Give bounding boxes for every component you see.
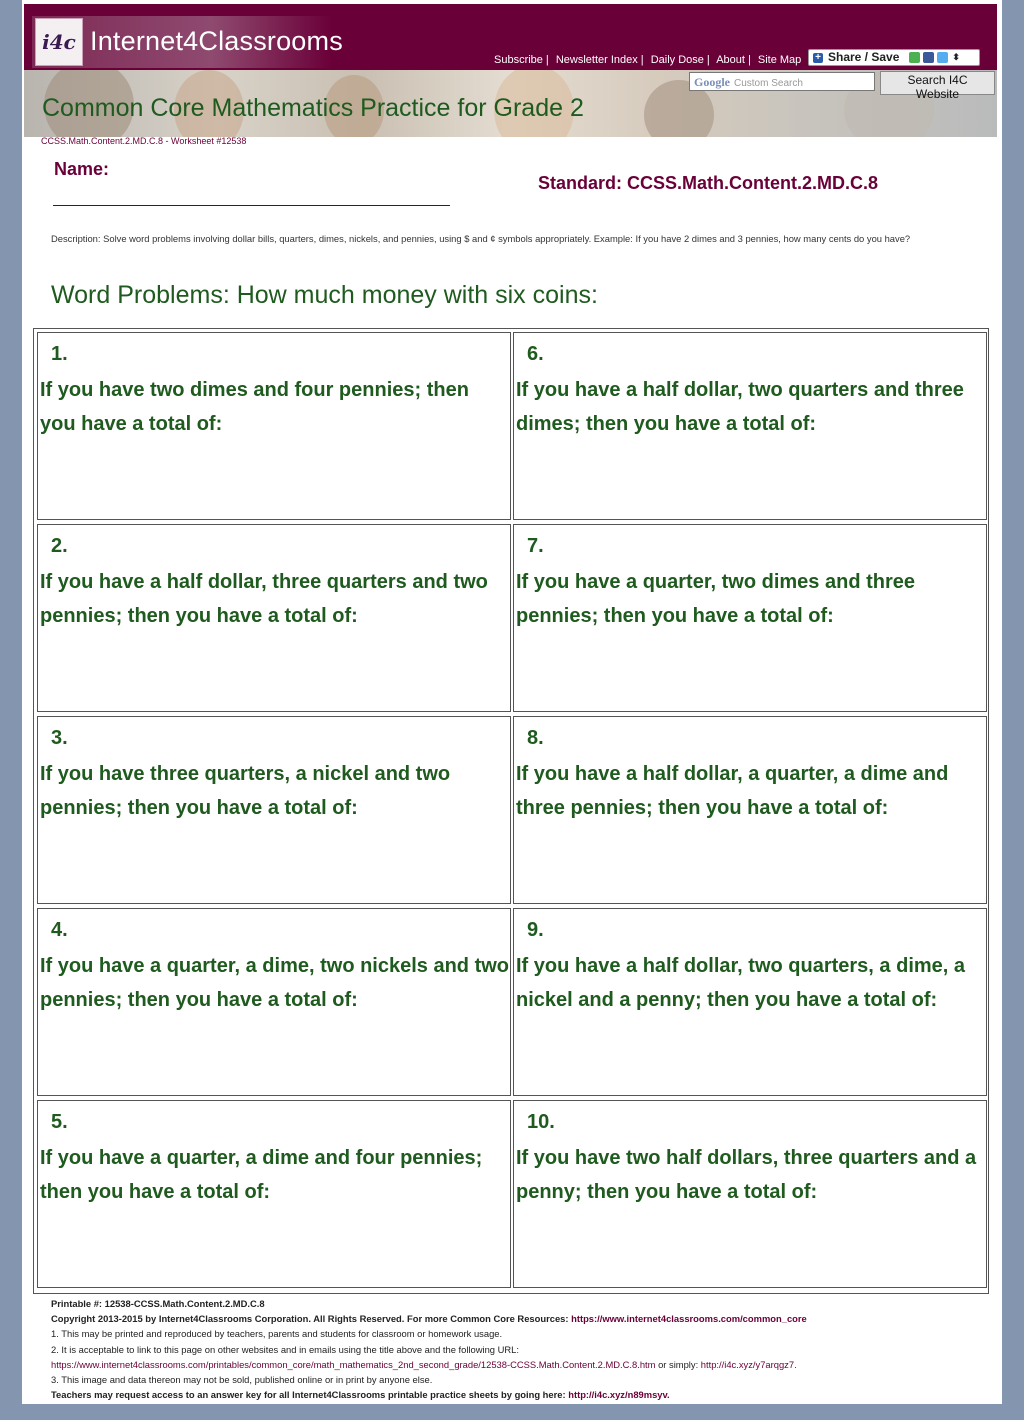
email-share-icon: [909, 52, 920, 63]
problem-text: If you have a quarter, two dimes and three pennies; then you have a total of:: [516, 571, 915, 627]
problem-cell: [513, 908, 987, 1096]
share-dropdown-icon: ⬍: [952, 52, 960, 62]
name-label: Name:: [54, 159, 110, 179]
problem-number: 9.: [527, 919, 544, 941]
share-label: Share / Save: [828, 50, 900, 64]
facebook-share-icon: [923, 52, 934, 63]
problems-grid: [33, 328, 989, 1294]
problem-cell: [37, 1100, 511, 1288]
standard-label: Standard: CCSS.Math.Content.2.MD.C.8: [538, 173, 879, 193]
note-1: 1. This may be printed and reproduced by teachers, parents and students for classroom or homework usage.: [51, 1328, 503, 1340]
note-2: 2. It is acceptable to link to this page on other websites and in emails using the title above and the following URL:: [51, 1343, 519, 1355]
problem-text: If you have a half dollar, two quarters and three dimes; then you have a total of:: [516, 379, 964, 435]
problem-cell: [37, 524, 511, 712]
problem-cell: [513, 524, 987, 712]
problem-number: 4.: [51, 919, 68, 941]
page-title: Common Core Mathematics Practice for Grade 2: [42, 94, 584, 122]
note-2-urls: https://www.internet4classrooms.com/printables/common_core/math_mathematics_2nd_second_grade/12538-CCSS.Math.Content.2.MD.C.8.htm or simply: http://i4c.xyz/y7arqgz7.: [51, 1358, 797, 1370]
answer-key-note: Teachers may request access to an answer key for all Internet4Classrooms printable practice sheets by going here: http://i4c.xyz/n89msyv.: [51, 1389, 670, 1401]
problem-text: If you have a quarter, a dime, two nickels and two pennies; then you have a total of:: [40, 955, 510, 1011]
problem-number: 7.: [527, 535, 544, 557]
logo-text: Internet4Classrooms: [90, 26, 343, 56]
printable-number: Printable #: 12538-CCSS.Math.Content.2.MD.C.8: [51, 1298, 265, 1309]
share-plus-icon: +: [813, 53, 823, 63]
worksheet-url-link[interactable]: https://www.internet4classrooms.com/printables/common_core/math_mathematics_2nd_second_grade/12538-CCSS.Math.Content.2.MD.C.8.htm: [51, 1358, 656, 1370]
problem-cell: [513, 716, 987, 904]
problem-number: 2.: [51, 535, 68, 557]
problem-text: If you have three quarters, a nickel and two pennies; then you have a total of:: [40, 763, 451, 819]
nav-site-map[interactable]: Site Map: [757, 54, 802, 66]
problem-number: 5.: [51, 1111, 68, 1133]
logo-badge-icon: i4c: [35, 18, 83, 66]
site-logo[interactable]: [32, 16, 343, 68]
problem-cell: [37, 332, 511, 520]
footer: [51, 1296, 991, 1402]
nav-newsletter-index[interactable]: Newsletter Index: [555, 54, 638, 66]
short-url-link[interactable]: http://i4c.xyz/y7arqgz7.: [700, 1358, 797, 1370]
answer-key-link[interactable]: http://i4c.xyz/n89msyv.: [568, 1389, 670, 1401]
problem-cell: [513, 1100, 987, 1288]
nav-subscribe[interactable]: Subscribe: [494, 54, 543, 66]
problem-number: 8.: [527, 727, 544, 749]
problem-text: If you have a half dollar, three quarters and two pennies; then you have a total of:: [40, 571, 488, 627]
nav-daily-dose[interactable]: Daily Dose: [650, 54, 704, 66]
worksheet-code: CCSS.Math.Content.2.MD.C.8 - Worksheet #12538: [41, 136, 247, 146]
problem-text: If you have a quarter, a dime and four pennies; then you have a total of:: [40, 1147, 483, 1203]
problem-text: If you have a half dollar, two quarters, a dime, a nickel and a penny; then you have a total of:: [516, 955, 966, 1011]
share-save-button[interactable]: [808, 49, 980, 66]
problem-text: If you have two half dollars, three quarters and a penny; then you have a total of:: [516, 1147, 977, 1203]
problem-cell: [513, 332, 987, 520]
note-3: 3. This image and data thereon may not be sold, published online or in print by anyone else.: [51, 1374, 433, 1386]
problem-cell: [37, 908, 511, 1096]
problem-cell: [37, 716, 511, 904]
site-header: [24, 4, 997, 70]
copyright: Copyright 2013-2015 by Internet4Classrooms Corporation. All Rights Reserved. For more Common Core Resources: https://www.internet4classrooms.com/common_core: [51, 1313, 807, 1325]
search-input[interactable]: Google Custom Search: [689, 72, 875, 91]
common-core-link[interactable]: https://www.internet4classrooms.com/common_core: [571, 1313, 807, 1325]
problem-text: If you have a half dollar, a quarter, a dime and three pennies; then you have a total of:: [516, 763, 949, 819]
section-heading: Word Problems: How much money with six coins:: [51, 281, 598, 309]
problem-number: 6.: [527, 343, 544, 365]
problem-number: 1.: [51, 343, 68, 365]
top-nav: Subscribe | Newsletter Index | Daily Dose | About | Site Map: [494, 54, 802, 66]
nav-about[interactable]: About: [716, 54, 745, 66]
search-button[interactable]: Search I4C Website: [880, 71, 995, 95]
twitter-share-icon: [937, 52, 948, 63]
problem-number: 3.: [51, 727, 68, 749]
problem-text: If you have two dimes and four pennies; then you have a total of:: [40, 379, 469, 435]
name-line: [53, 205, 450, 206]
description: Description: Solve word problems involving dollar bills, quarters, dimes, nickels, and pennies, using $ and ¢ symbols appropriately. Example: If you have 2 dimes and 3 pennies, how many cents do you have?: [51, 233, 911, 244]
worksheet-page: [22, 0, 1002, 1404]
problem-number: 10.: [527, 1111, 555, 1133]
